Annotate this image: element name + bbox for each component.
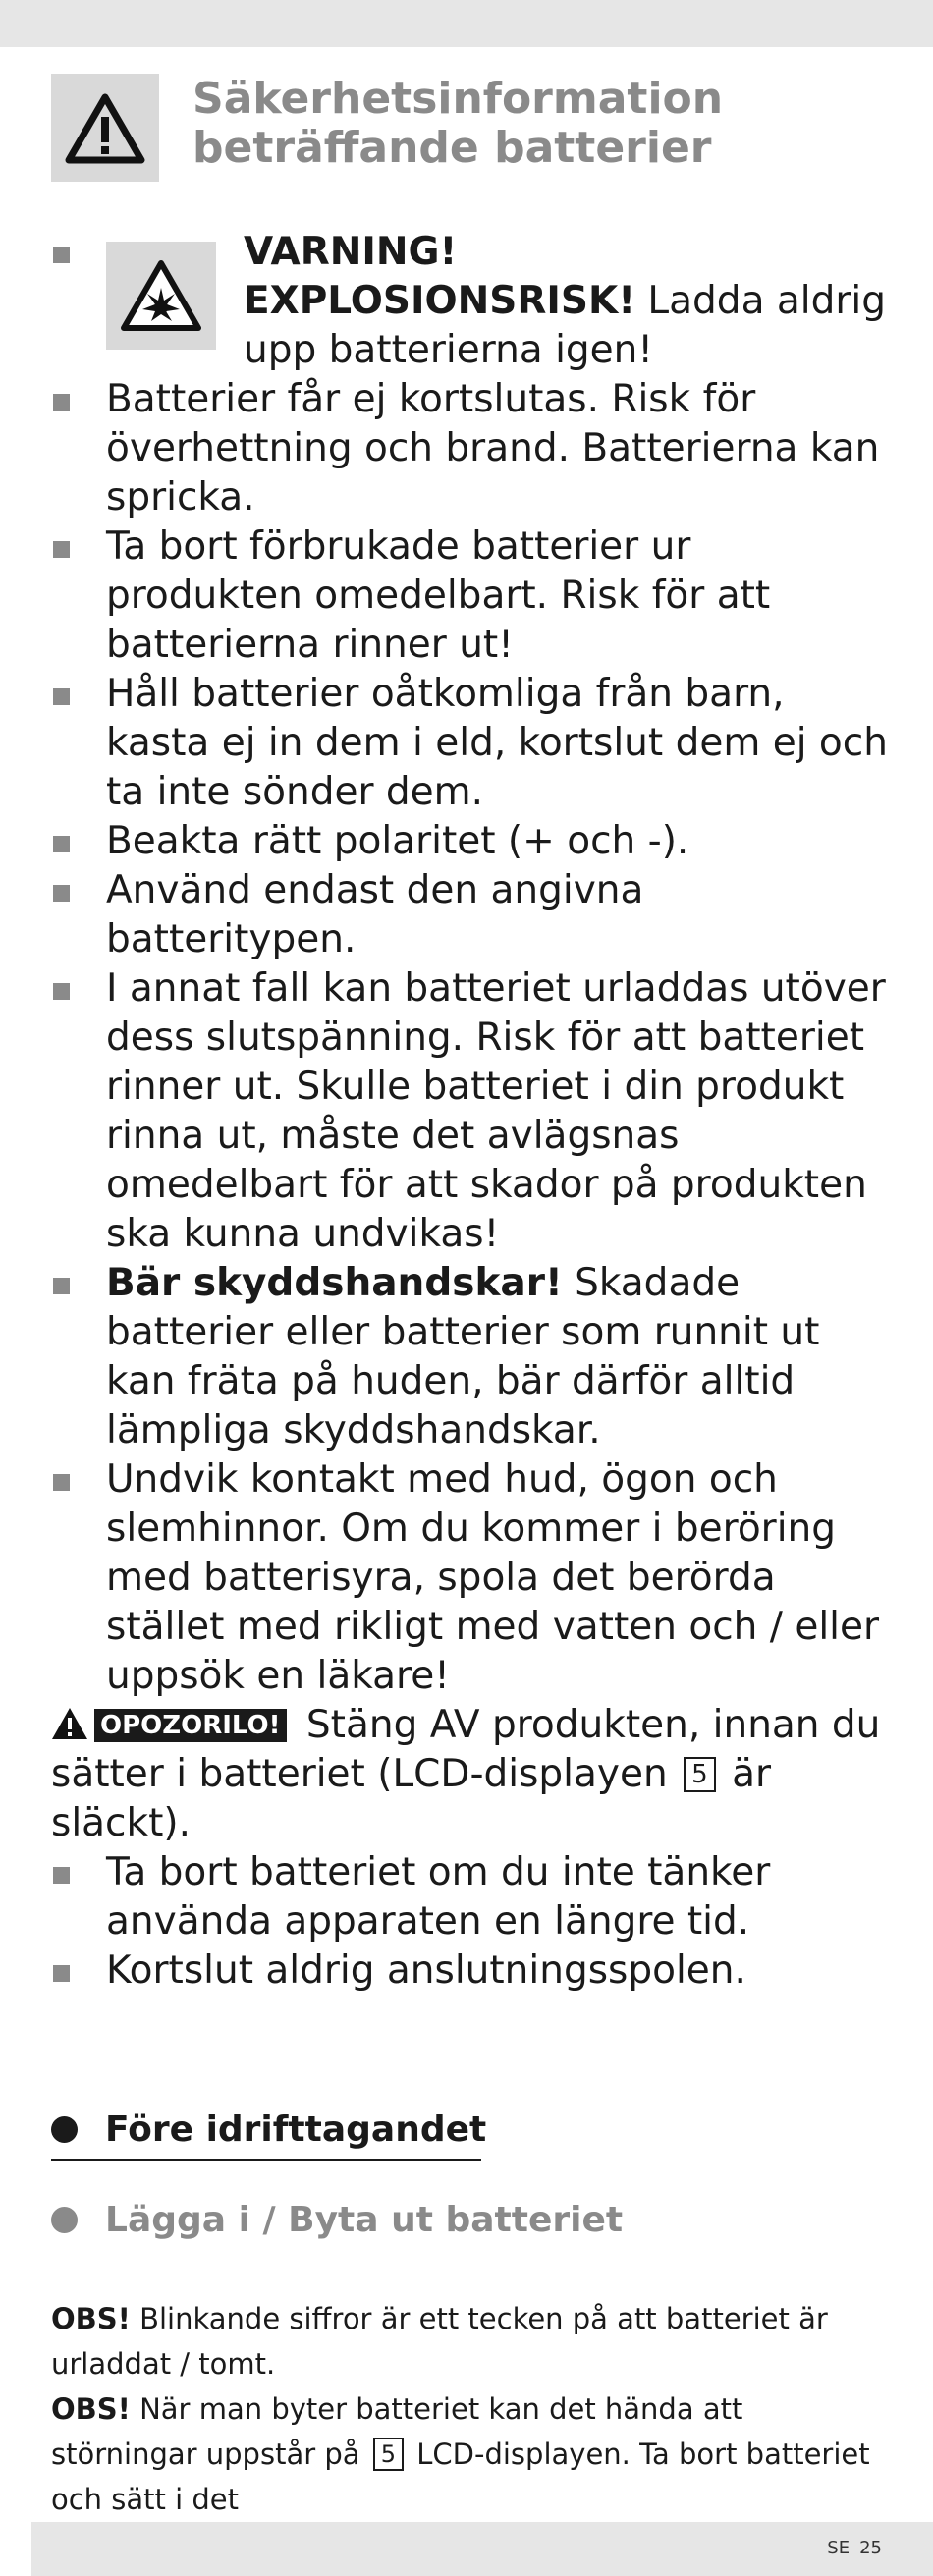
- bullet: [53, 1867, 70, 1884]
- list-item: [51, 817, 896, 866]
- note-2: [51, 2386, 896, 2522]
- caution-text: Stäng AV produkten, innan du sätter i batteriet (LCD-displayen: [51, 1703, 881, 1796]
- bullet: [53, 247, 70, 263]
- bullet: [53, 1965, 70, 1982]
- item-text: Använd endast den angivna batteritypen.: [106, 868, 644, 961]
- caution-badge: OPOZORILO!: [94, 1709, 287, 1742]
- title-line-1: Säkerhetsinformation: [192, 74, 724, 124]
- item-text: Ta bort batteriet om du inte tänker använda apparaten en längre tid.: [106, 1850, 771, 1944]
- item-text: Kortslut aldrig anslutningsspolen.: [106, 1948, 746, 1993]
- list-item: [51, 670, 896, 817]
- bullet: [53, 836, 70, 852]
- item-text: Skadade batterier eller batterier som runnit ut kan fräta på huden, bär därför alltid lämpliga skyddshandskar.: [106, 1261, 820, 1452]
- top-bar: [0, 0, 933, 47]
- list-item: [51, 1848, 896, 1946]
- bullet: [53, 885, 70, 902]
- note-text: Blinkande siffror är ett tecken på att batteriet är urladdat / tomt.: [51, 2302, 828, 2381]
- section-heading-before-use: [51, 2110, 486, 2150]
- lcd-reference: 5: [684, 1757, 716, 1792]
- safety-list: [51, 228, 896, 1996]
- bullet: [53, 394, 70, 411]
- list-item-explosion: [51, 228, 896, 375]
- item-text: Håll batterier oåtkomliga från barn, kasta ej in dem i eld, kortslut dem ej och ta inte sönder dem.: [106, 672, 888, 814]
- footer-bar: [0, 2522, 933, 2576]
- section-title: [192, 75, 880, 173]
- bullet: [53, 541, 70, 558]
- list-item-gloves: [51, 1259, 896, 1455]
- note-label: OBS!: [51, 2302, 131, 2335]
- list-item: [51, 375, 896, 522]
- note-text: När man byter batteriet kan det hända att störningar uppstår på: [51, 2392, 743, 2471]
- caution-triangle-icon: [51, 1707, 88, 1740]
- page-num: 25: [859, 2538, 882, 2558]
- section-label: Lägga i / Byta ut batteriet: [105, 2200, 624, 2240]
- footer-tab: [0, 2522, 31, 2576]
- caution-text-end: är släckt).: [51, 1752, 772, 1845]
- section-heading-battery: [51, 2200, 623, 2240]
- section-label: Före idrifttagandet: [105, 2110, 487, 2150]
- note-1: [51, 2296, 896, 2386]
- list-item: [51, 964, 896, 1259]
- item-text: Beakta rätt polaritet (+ och -).: [106, 819, 689, 863]
- page-number: [817, 2538, 882, 2558]
- bullet: [53, 983, 70, 1000]
- note-label: OBS!: [51, 2392, 131, 2426]
- section-underline: [51, 2159, 481, 2161]
- section-dot: [51, 2207, 78, 2233]
- language-code: SE: [827, 2538, 851, 2558]
- item-text: Batterier får ej kortslutas. Risk för överhettning och brand. Batterierna kan spricka.: [106, 377, 880, 520]
- item-text: Ta bort förbrukade batterier ur produkten omedelbart. Risk för att batterierna rinner ut!: [106, 524, 771, 667]
- list-item: [51, 1946, 896, 1996]
- note-text-end: LCD-displayen. Ta bort batteriet och sätt i det: [51, 2438, 870, 2516]
- list-item: [51, 866, 896, 964]
- title-line-2: beträffande batterier: [192, 123, 712, 173]
- bullet: [53, 688, 70, 705]
- bullet: [53, 1278, 70, 1294]
- item-text: I annat fall kan batteriet urladdas utöver dess slutspänning. Risk för att batteriet rinner ut. Skulle batteriet i din produkt rinna ut, måste det avlägsnas omedelbart för att skador på produkten ska kunna undvikas!: [106, 966, 886, 1256]
- warning-label: VARNING!: [244, 230, 458, 274]
- list-item: [51, 1455, 896, 1701]
- list-item: [51, 522, 896, 670]
- lcd-reference: 5: [373, 2438, 404, 2471]
- bullet: [53, 1474, 70, 1491]
- notes: [51, 2296, 896, 2522]
- warning-text: Ladda aldrig upp batterierna igen!: [244, 279, 886, 372]
- caution-paragraph: [51, 1701, 896, 1848]
- warning-triangle-icon: [51, 74, 159, 182]
- explosion-risk-label: EXPLOSIONSRISK!: [244, 279, 636, 323]
- gloves-label: Bär skyddshandskar!: [106, 1261, 563, 1305]
- item-text: Undvik kontakt med hud, ögon och slemhinnor. Om du kommer i beröring med batterisyra, spola det berörda stället med rikligt med vatten och / eller uppsök en läkare!: [106, 1457, 880, 1698]
- explosion-warning-icon: [106, 242, 216, 350]
- section-dot: [51, 2116, 78, 2143]
